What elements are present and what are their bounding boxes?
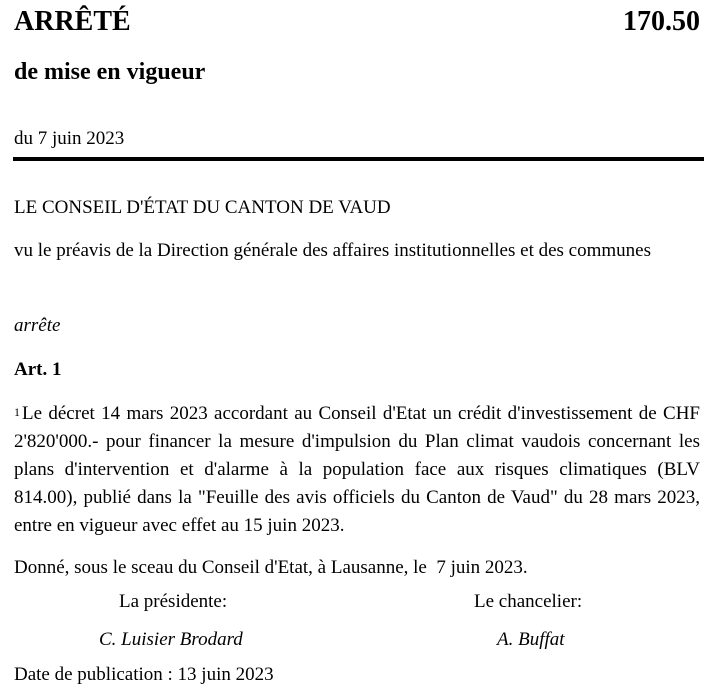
document-type-title: ARRÊTÉ <box>14 6 131 37</box>
preamble: vu le préavis de la Direction générale des affaires institutionnelles et des communes <box>14 240 651 261</box>
document-subtitle: de mise en vigueur <box>14 59 206 85</box>
article-text: Le décret 14 mars 2023 accordant au Conseil d'Etat un crédit d'investissement de CHF 2'820'000.- pour financer la mesure d'impulsion du Plan climat vaudois concernant les plans d'intervention et d'alarme à la population face aux risques climatiques (BLV 814.00), publié dans la "Feuille des avis officiels du Canton de Vaud" du 28 mars 2023, entre en vigueur avec effet au 15 juin 2023. <box>14 403 700 536</box>
done-at-statement: Donné, sous le sceau du Conseil d'Etat, à Lausanne, le 7 juin 2023. <box>14 557 528 578</box>
decrees-label: arrête <box>14 315 61 336</box>
paragraph-number: 1 <box>14 405 20 419</box>
document-date: du 7 juin 2023 <box>14 128 125 149</box>
article-paragraph <box>14 400 700 540</box>
president-role-label: La présidente: <box>119 591 228 612</box>
issuing-authority: LE CONSEIL D'ÉTAT DU CANTON DE VAUD <box>14 197 391 218</box>
chancellor-name: A. Buffat <box>497 629 565 650</box>
header-divider <box>13 157 704 161</box>
document-number: 170.50 <box>623 6 700 37</box>
publication-date: Date de publication : 13 juin 2023 <box>14 664 274 685</box>
article-heading: Art. 1 <box>14 359 62 380</box>
president-name: C. Luisier Brodard <box>99 629 243 650</box>
chancellor-role-label: Le chancelier: <box>474 591 583 612</box>
